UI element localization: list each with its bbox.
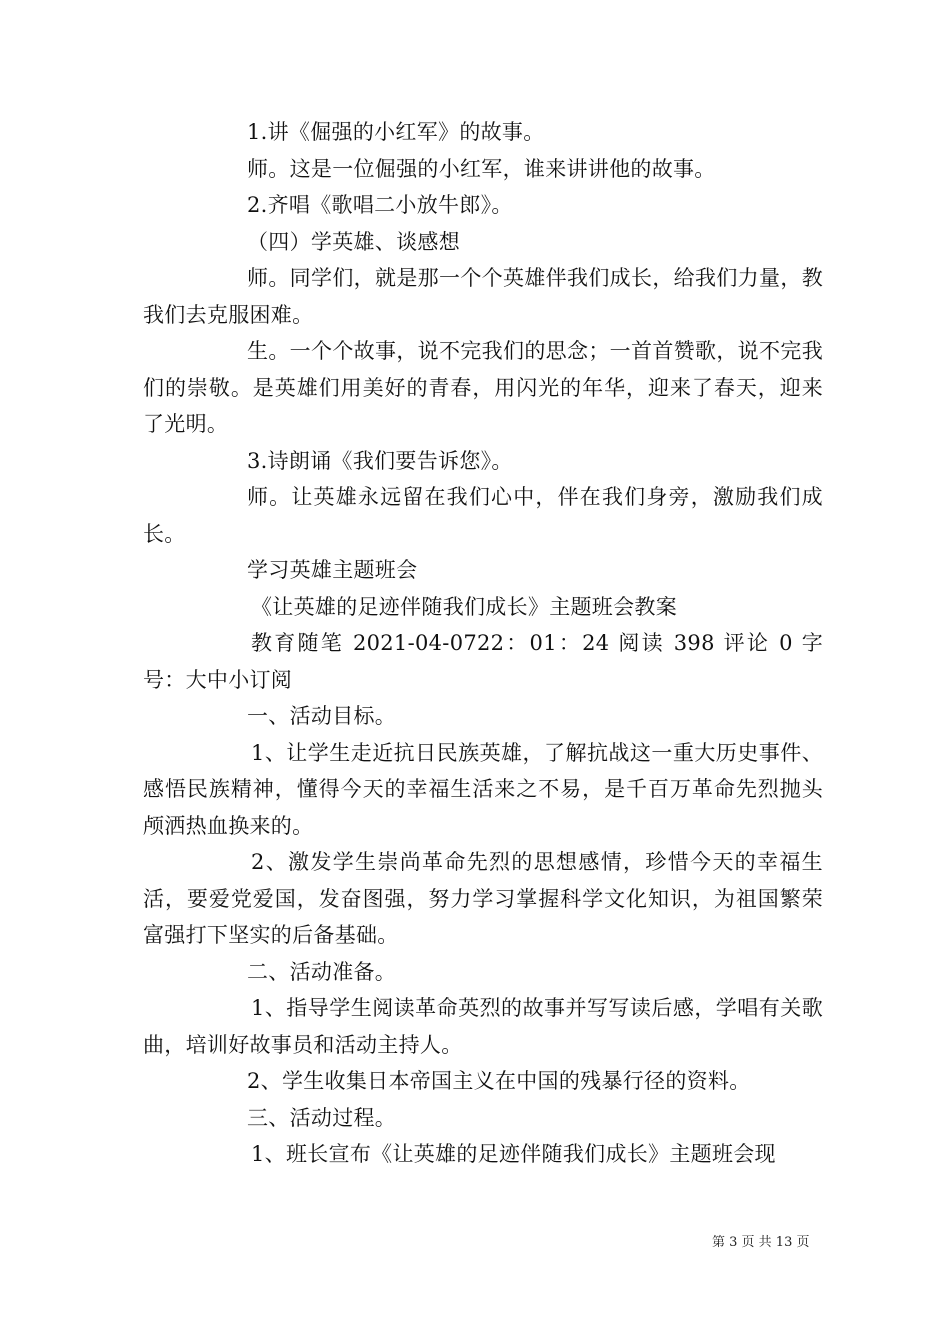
page-number: 第 3 页 共 13 页 — [712, 1235, 810, 1250]
title: 《让英雄的足迹伴随我们成长》主题班会教案 — [251, 594, 677, 619]
document-body — [143, 114, 823, 1173]
section-heading: 一、活动目标。 — [247, 704, 397, 728]
paragraph: 1、让学生走近抗日民族英雄，了解抗战这一重大历史事件、感悟民族精神，懂得今天的幸福生活来之不易，是千百万革命先烈抛头颅洒热血换来的。 — [143, 740, 823, 838]
paragraph: 师。让英雄永远留在我们心中，伴在我们身旁，激励我们成长。 — [143, 485, 823, 546]
section-heading: 三、活动过程。 — [247, 1105, 397, 1130]
paragraph: 1、指导学生阅读革命英烈的故事并写写读后感，学唱有关歌曲，培训好故事员和活动主持人。 — [143, 996, 823, 1057]
paragraph: 3.诗朗诵《我们要告诉您》。 — [247, 448, 513, 473]
paragraph: 2、学生收集日本帝国主义在中国的残暴行径的资料。 — [247, 1069, 751, 1093]
meta-line: 教育随笔 2021-04-0722：01：24 阅读 398 评论 0 字号：大中小订阅 — [143, 631, 823, 692]
heading: 学习英雄主题班会 — [247, 558, 418, 582]
section-heading: 二、活动准备。 — [247, 959, 397, 984]
paragraph: 2.齐唱《歌唱二小放牛郎》。 — [247, 193, 513, 217]
section-heading: （四）学英雄、谈感想 — [247, 229, 460, 254]
paragraph: 2、激发学生崇尚革命先烈的思想感情，珍惜今天的幸福生活，要爱党爱国，发奋图强，努力学习掌握科学文化知识，为祖国繁荣富强打下坚实的后备基础。 — [143, 850, 823, 947]
paragraph: 1、班长宣布《让英雄的足迹伴随我们成长》主题班会现 — [251, 1142, 776, 1166]
paragraph: 生。一个个故事，说不完我们的思念；一首首赞歌，说不完我们的崇敬。是英雄们用美好的青春，用闪光的年华，迎来了春天，迎来了光明。 — [143, 339, 823, 436]
paragraph: 1.讲《倔强的小红军》的故事。 — [247, 120, 545, 144]
paragraph: 师。同学们，就是那一个个英雄伴我们成长，给我们力量，教我们去克服困难。 — [143, 266, 823, 327]
paragraph: 师。这是一位倔强的小红军，谁来讲讲他的故事。 — [247, 156, 716, 181]
